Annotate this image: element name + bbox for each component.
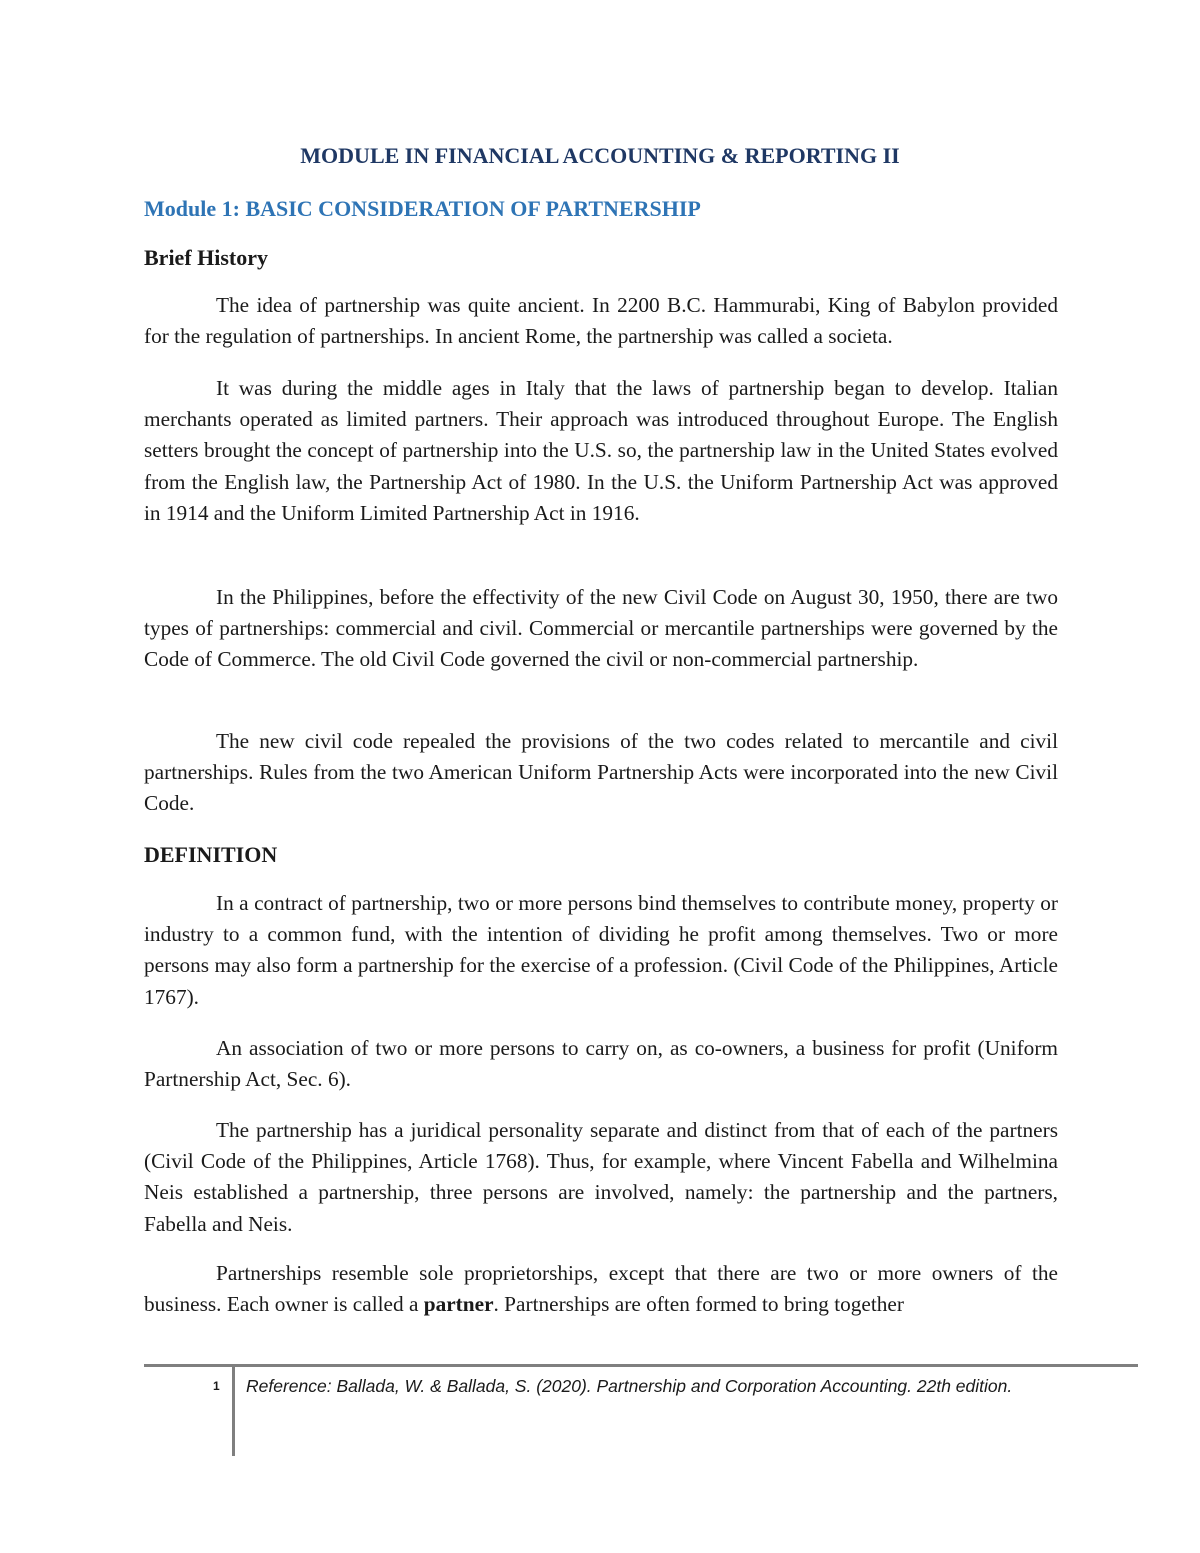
paragraph-history-4: The new civil code repealed the provisions of the two codes related to mercantile and civil partnerships. Rules from the two American Uniform Partnership Acts were incorporated into the new Civil Code.	[144, 729, 1058, 816]
footer-divider	[144, 1364, 1138, 1367]
paragraph-history-2: It was during the middle ages in Italy that the laws of partnership began to develop. Italian merchants operated as limited partners. Their approach was introduced throughout Europe. The English setters brought the concept of partnership into the U.S. so, the partnership law in the United States evolved from the English law, the Partnership Act of 1980. In the U.S. the Uniform Partnership Act was approved in 1914 and the Uniform Limited Partnership Act in 1916.	[144, 376, 1058, 525]
page-number: 1	[213, 1379, 220, 1393]
paragraph-text-after: . Partnerships are often formed to bring together	[493, 1292, 904, 1317]
paragraph-definition-1: In a contract of partnership, two or more persons bind themselves to contribute money, property or industry to a common fund, with the intention of dividing he profit among themselves. Two or more persons may also form a partnership for the exercise of a profession. (Civil Code of the Philippines, Article 1767).	[144, 891, 1058, 1009]
paragraph-definition-4	[144, 1258, 1058, 1320]
footer-reference: Reference: Ballada, W. & Ballada, S. (2020). Partnership and Corporation Accounting. 22th edition.	[246, 1376, 1013, 1396]
section-heading-definition: DEFINITION	[144, 842, 278, 867]
paragraph-history-1: The idea of partnership was quite ancient. In 2200 B.C. Hammurabi, King of Babylon provided for the regulation of partnerships. In ancient Rome, the partnership was called a societa.	[144, 293, 1058, 349]
footer-vertical-divider	[232, 1364, 235, 1456]
paragraph-definition-2: An association of two or more persons to carry on, as co-owners, a business for profit (Uniform Partnership Act, Sec. 6).	[144, 1036, 1058, 1092]
paragraph-history-3: In the Philippines, before the effectivity of the new Civil Code on August 30, 1950, there are two types of partnerships: commercial and civil. Commercial or mercantile partnerships were governed by the Code of Commerce. The old Civil Code governed the civil or non-commercial partnership.	[144, 585, 1058, 672]
module-heading: Module 1: BASIC CONSIDERATION OF PARTNERSHIP	[144, 196, 701, 221]
partner-term: partner	[423, 1292, 494, 1317]
section-heading-brief-history: Brief History	[144, 245, 269, 270]
paragraph-definition-3: The partnership has a juridical personality separate and distinct from that of each of the partners (Civil Code of the Philippines, Article 1768). Thus, for example, where Vincent Fabella and Wilhelmina Neis established a partnership, three persons are involved, namely: the partnership and the partners, Fabella and Neis.	[144, 1118, 1058, 1236]
document-title: MODULE IN FINANCIAL ACCOUNTING & REPORTING II	[300, 143, 900, 168]
paragraph-text-before: Partnerships resemble sole proprietorships, except that there are two or more owners of the business. Each owner is called a	[144, 1261, 1058, 1317]
